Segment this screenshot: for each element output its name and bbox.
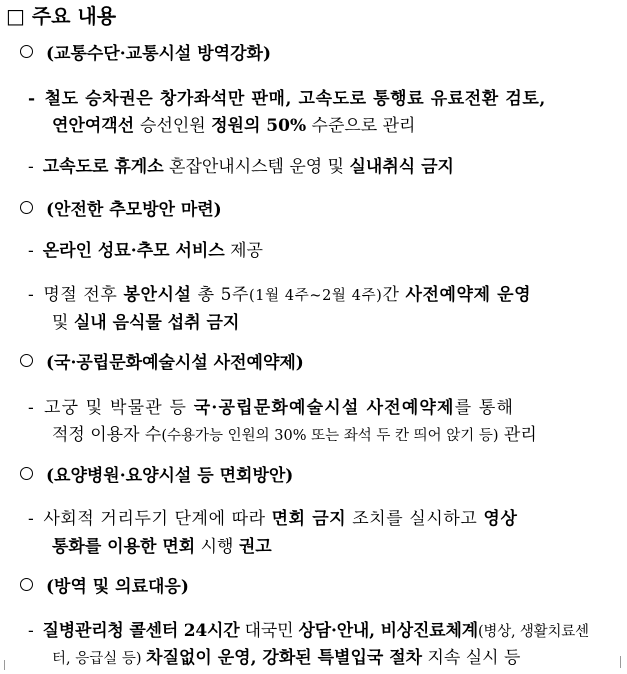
section-title-transport: (교통수단·교통시설 방역강화)	[20, 43, 271, 65]
list-item: - 질병관리청 콜센터 24시간 대국민 상담·안내, 비상진료체계(병상, 생활치료센	[28, 621, 589, 641]
circle-bullet-icon	[20, 201, 33, 214]
list-item: - 명절 전후 봉안시설 총 5주(1월 4주~2월 4주)간 사전예약제 운영	[28, 285, 532, 305]
dash-bullet-icon: -	[28, 241, 34, 261]
dash-bullet-icon: -	[28, 398, 35, 418]
section-title-culture: (국·공립문화예술시설 사전예약제)	[20, 352, 304, 374]
circle-bullet-icon	[20, 45, 33, 58]
section-title-medical: (방역 및 의료대응)	[20, 576, 189, 598]
list-item-continuation: 연안여객선 승선인원 정원의 50% 수준으로 관리	[52, 116, 416, 136]
circle-bullet-icon	[20, 578, 33, 591]
circle-bullet-icon	[20, 354, 33, 367]
section-title-care-facility: (요양병원·요양시설 등 면회방안)	[20, 465, 293, 487]
list-item-continuation: 터, 응급실 등) 차질없이 운영, 강화된 특별입국 절차 지속 실시 등	[52, 648, 521, 668]
list-item-continuation: 통화를 이용한 면회 시행 권고	[52, 537, 272, 557]
page-heading: □ 주요 내용	[6, 4, 117, 28]
list-item: - 온라인 성묘·추모 서비스 제공	[28, 241, 263, 261]
section-title-memorial: (안전한 추모방안 마련)	[20, 199, 222, 221]
list-item: - 철도 승차권은 창가좌석만 판매, 고속도로 통행료 유료전환 검토,	[28, 89, 546, 109]
circle-bullet-icon	[20, 467, 33, 480]
list-item-continuation: 적정 이용자 수(수용가능 인원의 30% 또는 좌석 두 칸 띄어 앉기 등) 관리	[52, 425, 537, 445]
list-item: - 사회적 거리두기 단계에 따라 면회 금지 조치를 실시하고 영상	[28, 509, 518, 529]
dash-bullet-icon: -	[28, 157, 34, 177]
dash-bullet-icon: -	[28, 89, 36, 109]
dash-bullet-icon: -	[28, 509, 35, 529]
page-corner-mark	[620, 656, 621, 668]
dash-bullet-icon: -	[28, 621, 34, 641]
list-item: - 고궁 및 박물관 등 국·공립문화예술시설 사전예약제를 통해	[28, 398, 515, 418]
page-corner-mark	[4, 660, 5, 670]
dash-bullet-icon: -	[28, 285, 35, 305]
list-item-continuation: 및 실내 음식물 섭취 금지	[52, 313, 240, 333]
list-item: - 고속도로 휴게소 혼잡안내시스템 운영 및 실내취식 금지	[28, 157, 454, 177]
